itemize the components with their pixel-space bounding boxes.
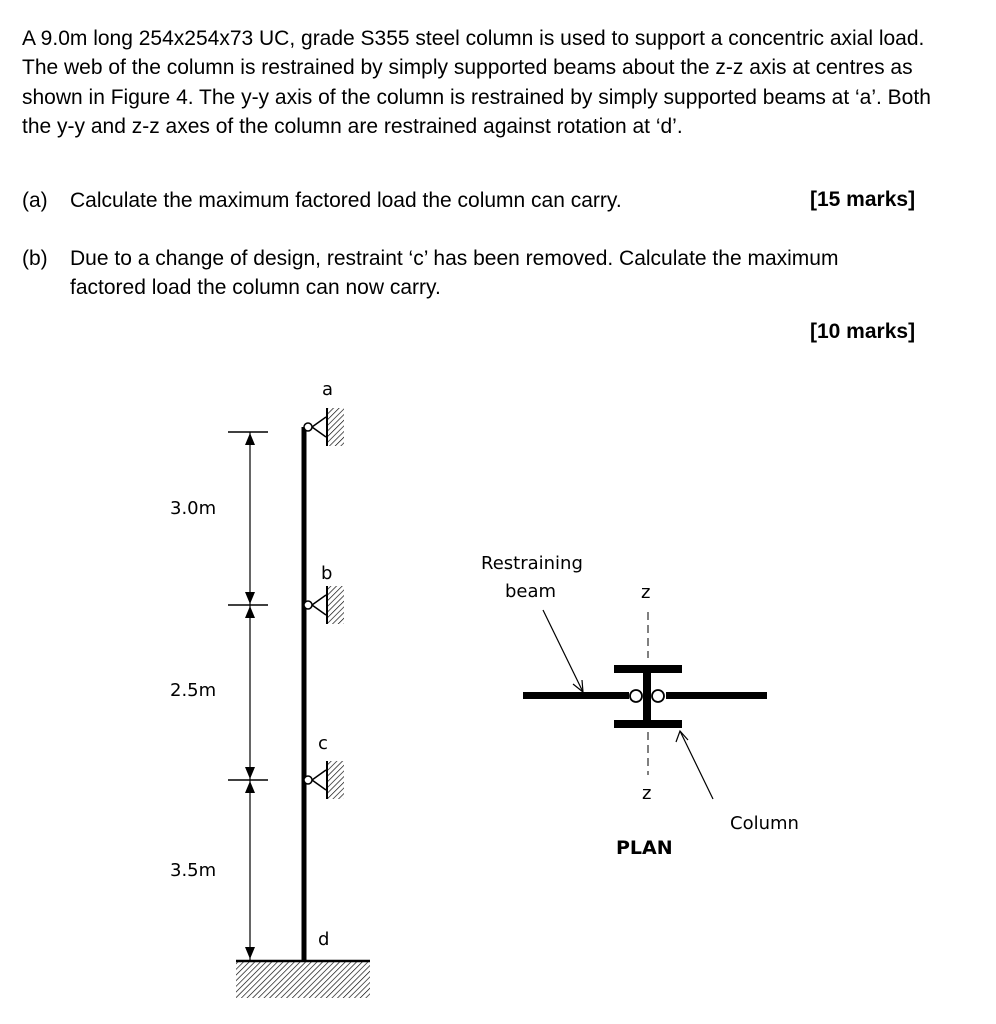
dimension-label-cd: 3.5m xyxy=(170,860,217,881)
column-label: Column xyxy=(730,813,799,834)
pin-support-a xyxy=(304,408,344,446)
beam-leader xyxy=(543,610,583,692)
dimension-label-ab: 3.0m xyxy=(170,498,217,519)
point-label-a: a xyxy=(322,379,334,400)
column-leader xyxy=(680,731,713,799)
question-b-marks: [10 marks] xyxy=(810,320,916,343)
column-elevation xyxy=(236,379,370,998)
question-a-label: (a) xyxy=(22,189,48,212)
question-a-text: Calculate the maximum factored load the column can carry. xyxy=(70,189,622,212)
plan-title: PLAN xyxy=(616,837,673,859)
dimension-label-bc: 2.5m xyxy=(170,680,217,701)
problem-intro: A 9.0m long 254x254x73 UC, grade S355 steel column is used to support a concentric axial load. The web of the column is restrained by simply supported beams about the z-z axis at centres as shown in Figure 4. The y-y axis of the column is restrained by simply supported beams at ‘a’. Both the y-y and z-z axes of the column are restrained against rotation at ‘d’. xyxy=(22,27,931,139)
question-a-marks: [15 marks] xyxy=(810,188,916,211)
beam-label-line1: Restraining xyxy=(481,553,583,574)
dimension-line xyxy=(170,432,268,960)
pin-right xyxy=(652,690,664,702)
point-label-c: c xyxy=(318,733,328,754)
fixed-base-d xyxy=(236,961,370,998)
pin-left xyxy=(630,690,642,702)
question-b-text: Due to a change of design, restraint ‘c’ has been removed. Calculate the maximum factored load the column can now carry. xyxy=(70,247,839,300)
question-b-label: (b) xyxy=(22,247,48,270)
restraining-beam-right xyxy=(666,692,767,699)
restraining-beam-left xyxy=(523,692,629,699)
point-label-b: b xyxy=(321,563,333,584)
axis-label-top: z xyxy=(641,582,651,603)
pin-support-b xyxy=(304,586,344,624)
point-label-d: d xyxy=(318,929,330,950)
pin-support-c xyxy=(304,761,344,799)
plan-view xyxy=(481,553,799,859)
beam-label-line2: beam xyxy=(505,581,557,602)
axis-label-bottom: z xyxy=(642,783,652,804)
